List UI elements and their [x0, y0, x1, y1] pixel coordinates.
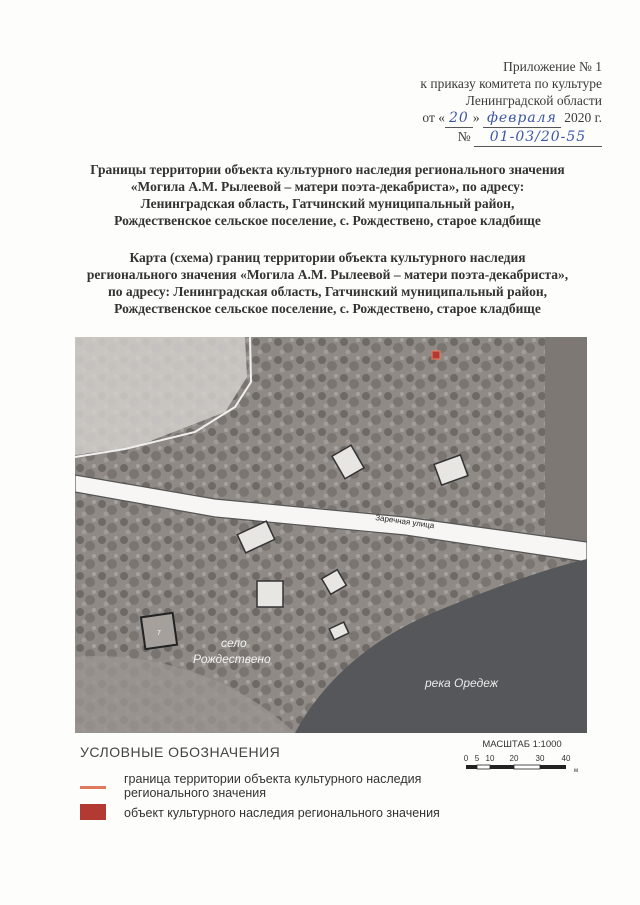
annex-region: Ленинградской области	[465, 93, 602, 108]
date-day: 20	[445, 110, 473, 128]
scale-tick-label: 0	[463, 754, 469, 763]
scale-tick-label: 10	[485, 754, 495, 763]
boundaries-title: Границы территории объекта культурного наследия регионального значения «Могила А.М. Рылеевой – матери поэта-декабриста», по адресу: Ленинградская область, Гатчинский муниципальный район, Рождественское сельское поселение, с. Рождествено, старое кладбище	[90, 162, 565, 228]
scale-segments	[466, 765, 566, 769]
village-label-line1: село	[221, 636, 247, 650]
annex-number-line	[342, 128, 602, 147]
date-month: февраля	[483, 110, 561, 128]
scale-tick-label: 5	[474, 754, 480, 763]
annex-title: Приложение № 1	[503, 59, 602, 74]
number-prefix: №	[457, 129, 471, 144]
legend-item-object	[80, 806, 500, 824]
street-label: Заречная улица	[374, 513, 435, 531]
document-titles	[40, 161, 615, 317]
date-prefix: от «	[422, 110, 446, 125]
house-number: 7	[157, 630, 161, 637]
date-year: 2020 г.	[564, 110, 602, 125]
annex-date-line	[342, 109, 602, 128]
aerial-map	[75, 337, 587, 733]
annex-order-ref: к приказу комитета по культуре	[420, 76, 602, 91]
boundary-line-symbol	[80, 786, 106, 789]
right-bank	[545, 337, 587, 547]
annex-header	[342, 58, 602, 147]
scale-tick-label: 20	[509, 754, 519, 763]
map-title: Карта (схема) границ территории объекта культурного наследия регионального значения «Могила А.М. Рылеевой – матери поэта-декабриста», по адресу: Ленинградская область, Гатчинский муниципальный район, Рождественское сельское поселение, с. Рождествено, старое кладбище	[86, 250, 569, 316]
scale-tick-label: 40	[561, 754, 571, 763]
scale-tick-label: 30	[535, 754, 545, 763]
legend-item-boundary	[80, 772, 500, 804]
river-label: река Оредеж	[425, 676, 498, 690]
village-label-line2: Рождествено	[193, 652, 271, 666]
legend-object-label: объект культурного наследия регионального значения	[124, 806, 440, 820]
object-symbol	[80, 804, 106, 820]
legend-boundary-label: граница территории объекта культурного наследия регионального значения	[124, 772, 422, 800]
order-number: 01-03/20-55	[474, 129, 602, 147]
scale-caption: МАСШТАБ 1:1000	[482, 739, 562, 750]
legend-title: УСЛОВНЫЕ ОБОЗНАЧЕНИЯ	[80, 744, 281, 760]
building	[257, 581, 283, 607]
scale-unit: м	[573, 768, 579, 774]
heritage-object-marker	[432, 351, 440, 359]
date-quote: »	[472, 110, 480, 125]
